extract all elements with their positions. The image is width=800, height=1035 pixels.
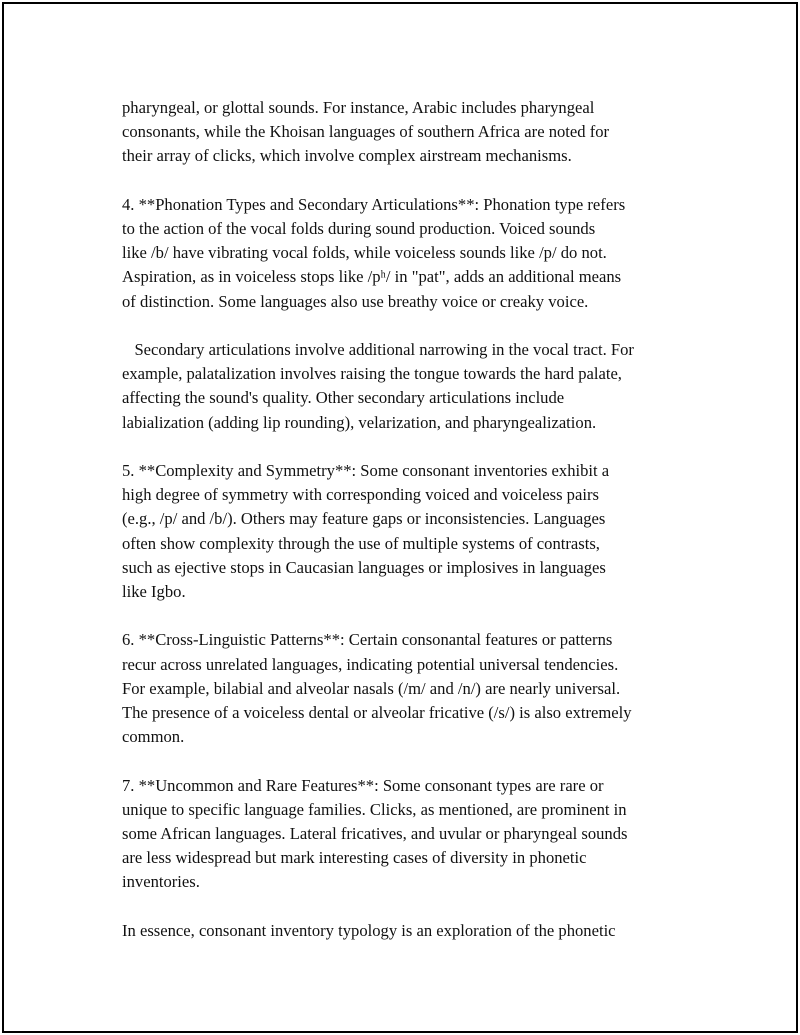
text-line: consonants, while the Khoisan languages of southern Africa are noted for [122,122,610,142]
text-line: The presence of a voiceless dental or alveolar fricative (/s/) is also extremely [122,703,632,723]
text-line: of distinction. Some languages also use breathy voice or creaky voice. [122,291,589,311]
paragraph-complexity-symmetry [122,459,702,604]
paragraph-secondary-articulations [122,338,702,435]
text-line: Secondary articulations involve additional narrowing in the vocal tract. For [122,340,634,359]
text-line: recur across unrelated languages, indicating potential universal tendencies. [122,654,619,674]
text-line: labialization (adding lip rounding), velarization, and pharyngealization. [122,412,597,432]
text-line: unique to specific language families. Clicks, as mentioned, are prominent in [122,799,627,819]
paragraph-cross-linguistic [122,628,702,749]
paragraph-uncommon-features [122,774,702,895]
text-line: such as ejective stops in Caucasian languages or implosives in languages [122,557,606,577]
text-line: often show complexity through the use of multiple systems of contrasts, [122,533,600,553]
text-line: like /b/ have vibrating vocal folds, while voiceless sounds like /p/ do not. [122,243,607,263]
text-line: 7. **Uncommon and Rare Features**: Some consonant types are rare or [122,775,604,795]
text-line: inventories. [122,872,200,892]
text-line: 6. **Cross-Linguistic Patterns**: Certain consonantal features or patterns [122,630,613,650]
paragraph-phonation-types [122,193,702,314]
text-line: For example, bilabial and alveolar nasals (/m/ and /n/) are nearly universal. [122,678,621,698]
text-line: (e.g., /p/ and /b/). Others may feature gaps or inconsistencies. Languages [122,509,606,529]
document-body [122,96,702,967]
text-line: their array of clicks, which involve complex airstream mechanisms. [122,146,572,166]
text-line: common. [122,727,185,747]
text-line: 5. **Complexity and Symmetry**: Some consonant inventories exhibit a [122,461,610,480]
text-line: pharyngeal, or glottal sounds. For instance, Arabic includes pharyngeal [122,98,595,117]
text-line: affecting the sound's quality. Other secondary articulations include [122,388,565,408]
paragraph-airstream [122,96,702,169]
text-line: like Igbo. [122,582,186,602]
text-line: high degree of symmetry with corresponding voiced and voiceless pairs [122,485,599,505]
text-line: example, palatalization involves raising the tongue towards the hard palate, [122,364,622,384]
text-line: some African languages. Lateral fricatives, and uvular or pharyngeal sounds [122,824,628,844]
text-line: to the action of the vocal folds during sound production. Voiced sounds [122,219,596,238]
text-line: 4. **Phonation Types and Secondary Articulations**: Phonation type refers [122,194,626,214]
text-line: Aspiration, as in voiceless stops like /pʰ/ in "pat", adds an additional means [122,267,622,287]
paragraph-conclusion [122,919,702,943]
text-line: are less widespread but mark interesting cases of diversity in phonetic [122,848,587,868]
text-line: In essence, consonant inventory typology is an exploration of the phonetic [122,920,616,940]
page-frame [2,2,798,1033]
